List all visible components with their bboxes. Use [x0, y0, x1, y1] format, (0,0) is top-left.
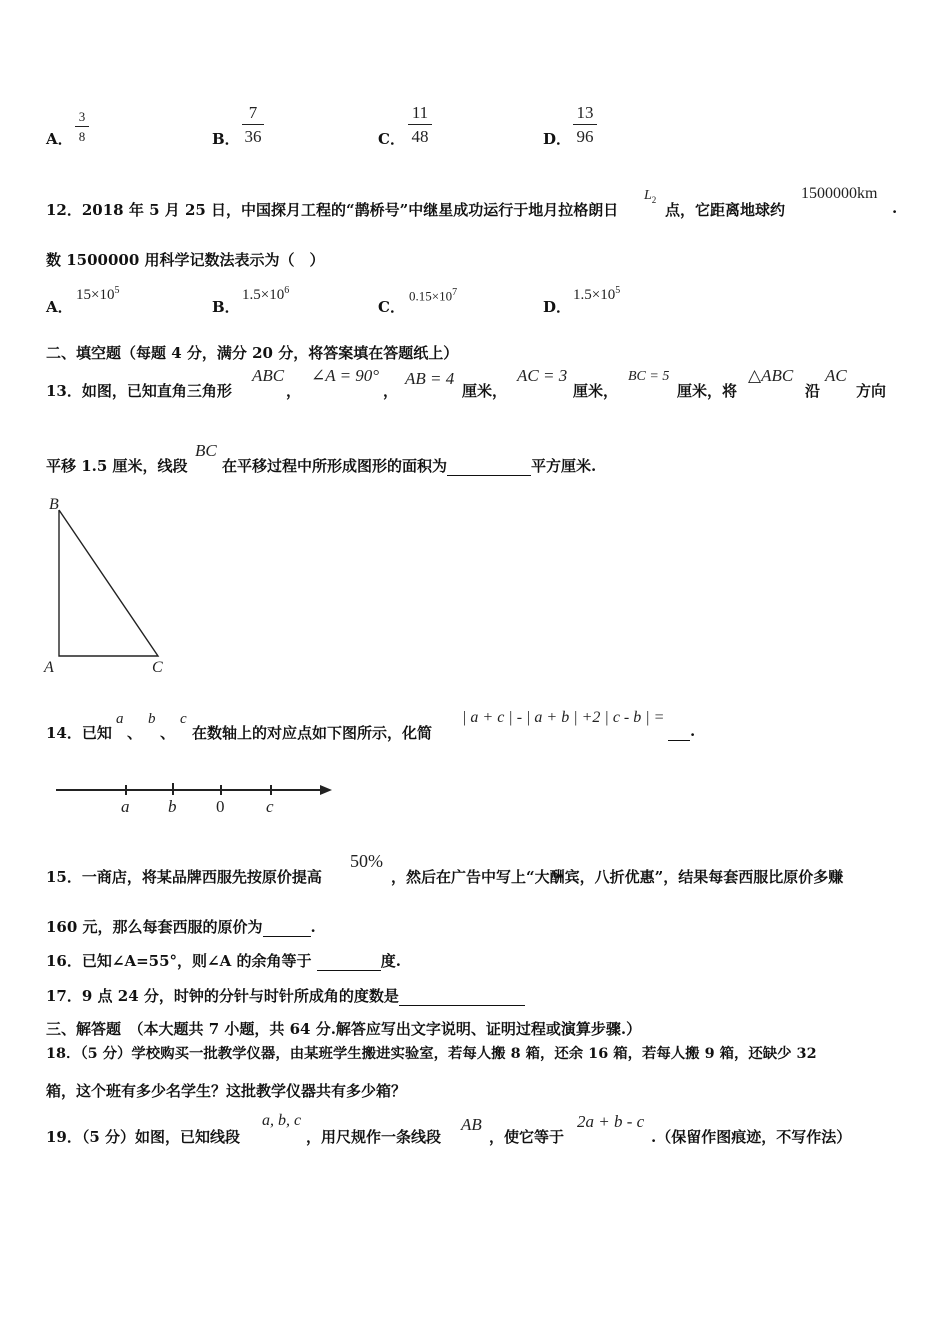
q13-angle: ∠A = 90° [311, 366, 380, 385]
q12-option-d-value: $1.5\times 10^5$ [573, 285, 621, 303]
q13-unit1: 厘米， [462, 382, 508, 400]
q13-triangle-figure [40, 495, 180, 680]
q14-a: a [116, 711, 124, 727]
q11-option-b-label: B． [212, 130, 240, 148]
q15-line2: 160 元，那么每套西服的原价为 . [46, 918, 316, 936]
q13-unit3: 厘米，将 [677, 382, 738, 400]
q17-answer-blank [399, 987, 525, 1006]
q14-expression: | a + c | - | a + b | +2 | c - b | = [462, 709, 665, 726]
q13-unit2: 厘米， [573, 382, 619, 400]
triangle-vertex-b: B [49, 496, 59, 513]
triangle-sides [59, 510, 158, 656]
q11-option-b-fraction: 7 36 [242, 104, 264, 145]
q11-option-c-label: C． [378, 130, 405, 148]
q19-text-b: ，用尺规作一条线段 [306, 1128, 442, 1146]
q13-bc2: BC [195, 441, 217, 460]
q13-ac2: AC [825, 366, 847, 385]
q11-option-d-fraction: 13 96 [573, 104, 597, 145]
q14-b: b [148, 711, 156, 727]
q13-line2-a: 平移 1.5 厘米，线段 [46, 457, 188, 475]
q11-option-c-fraction: 11 48 [408, 104, 432, 145]
q14-sep1: 、 [127, 724, 143, 742]
number-line-arrow [320, 785, 332, 795]
q13-bc: BC = 5 [628, 369, 670, 384]
q19-segments: a, b, c [262, 1112, 302, 1129]
q11-option-d-label: D． [543, 130, 572, 148]
q13-triangle-abc: △ABC [748, 366, 794, 385]
q11-option-a-fraction: 3 8 [75, 110, 89, 143]
q12-option-a-value: $15\times 10^5$ [76, 285, 120, 303]
q14-sep2: 、 [160, 724, 176, 742]
q12-text-a: 12．2018 年 5 月 25 日，中国探月工程的“鹊桥号”中继星成功运行于地月拉格朗日 [46, 201, 619, 219]
label-b: b [168, 797, 177, 816]
q13-ac: AC = 3 [517, 366, 568, 385]
label-a: a [121, 797, 130, 816]
q12-option-b-label: B． [212, 298, 240, 316]
q13-direction: 方向 [856, 382, 887, 400]
label-0: 0 [216, 797, 225, 816]
q16-answer-blank [317, 952, 381, 971]
q13-line2-b: 在平移过程中所形成图形的面积为 平方厘米. [222, 457, 597, 475]
q12-option-b-value: $1.5\times 10^6$ [242, 285, 290, 303]
triangle-vertex-c: C [152, 659, 163, 676]
q13-comma1: ， [286, 382, 302, 400]
q14-text-b: 在数轴上的对应点如下图所示，化简 [192, 724, 433, 742]
q13-along: 沿 [805, 382, 821, 400]
q12-distance: 1500000km [801, 185, 878, 202]
q12-option-c-value: $0.15\times 10^7$ [409, 287, 458, 304]
q12-option-c-label: C． [378, 298, 405, 316]
q12-l2: $L_2$ [644, 188, 657, 205]
section2-title: 二、填空题（每题 4 分，满分 20 分，将答案填在答题纸上） [46, 344, 459, 362]
q15-percent: 50% [350, 851, 383, 871]
q13-answer-blank [447, 457, 531, 476]
q13-text-a: 13．如图，已知直角三角形 [46, 382, 232, 400]
q14-text-a: 14．已知 [46, 724, 112, 742]
triangle-vertex-a: A [44, 659, 54, 676]
q14-c: c [180, 711, 187, 727]
label-c: c [266, 797, 274, 816]
q12-option-d-label: D． [543, 298, 572, 316]
q19-text-c: ，使它等于 [489, 1128, 565, 1146]
q14-answer: . [668, 722, 695, 741]
q11-option-a-label: A． [46, 130, 73, 148]
q19-text-d: .（保留作图痕迹，不写作法） [651, 1128, 852, 1146]
q19-expression: 2a + b - c [577, 1112, 645, 1131]
q18-line1: 18．（5 分）学校购买一批教学仪器，由某班学生搬进实验室，若每人搬 8 箱，还余 16 箱，若每人搬 9 箱，还缺少 32 [46, 1045, 817, 1062]
q12-option-a-label: A． [46, 298, 73, 316]
q17: 17．9 点 24 分，时钟的分针与时针所成角的度数是 [46, 985, 525, 1006]
q14-answer-blank [668, 722, 690, 741]
q19-text-a: 19．（5 分）如图，已知线段 [46, 1128, 241, 1146]
q15-text-b: ，然后在广告中写上“大酬宾，八折优惠”，结果每套西服比原价多赚 [391, 868, 844, 886]
q12-period: . [892, 199, 898, 217]
q14-number-line [50, 776, 340, 818]
q15-text-a: 15．一商店，将某品牌西服先按原价提高 [46, 868, 322, 886]
q13-ab: AB = 4 [405, 369, 455, 388]
q12-text-b: 点，它距离地球约 [665, 201, 786, 219]
section3-title: 三、解答题 （本大题共 7 小题，共 64 分.解答应写出文字说明、证明过程或演算步骤.） [46, 1020, 642, 1038]
q15-answer-blank [263, 918, 311, 937]
q19-ab: AB [461, 1115, 482, 1134]
q12-line2: 数 1500000 用科学记数法表示为（ ） [46, 251, 325, 269]
q13-comma2: ， [383, 382, 399, 400]
q13-abc: ABC [252, 366, 285, 385]
q18-line2: 箱，这个班有多少名学生？这批教学仪器共有多少箱？ [46, 1082, 407, 1100]
q16: 16．已知∠A=55°，则∠A 的余角等于 度. [46, 952, 401, 970]
